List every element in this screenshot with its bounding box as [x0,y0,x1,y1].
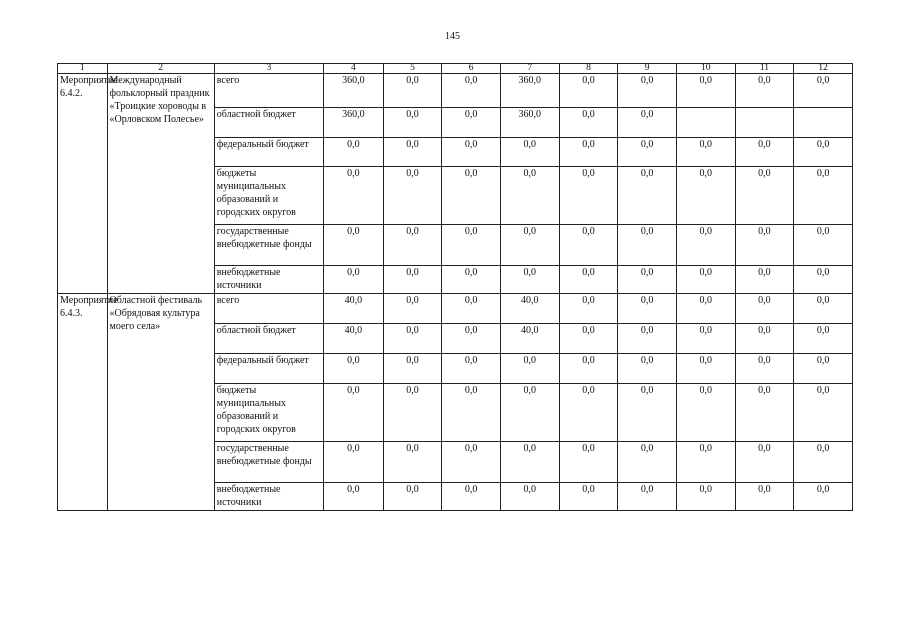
funding-source-cell: внебюджетные источники [214,483,323,511]
amount-cell: 0,0 [559,138,618,167]
amount-cell: 0,0 [383,108,442,138]
funding-source-cell: федеральный бюджет [214,138,323,167]
amount-cell: 0,0 [442,324,501,354]
amount-cell: 0,0 [735,483,794,511]
amount-cell: 0,0 [618,294,677,324]
amount-cell: 0,0 [618,266,677,294]
amount-cell: 0,0 [735,74,794,108]
funding-source-cell: областной бюджет [214,108,323,138]
amount-cell: 0,0 [442,483,501,511]
amount-cell: 40,0 [323,294,383,324]
amount-cell: 0,0 [735,167,794,225]
funding-source-cell: федеральный бюджет [214,354,323,384]
amount-cell: 360,0 [323,108,383,138]
amount-cell: 0,0 [383,225,442,266]
amount-cell: 0,0 [559,354,618,384]
amount-cell: 0,0 [794,294,853,324]
funding-source-cell: бюджеты муниципальных образований и городских округов [214,384,323,442]
amount-cell: 360,0 [500,74,559,108]
amount-cell: 0,0 [500,167,559,225]
funding-source-cell: всего [214,74,323,108]
funding-source-cell: государственные внебюджетные фонды [214,225,323,266]
amount-cell: 0,0 [676,74,735,108]
event-name-cell: Областной фестиваль «Обрядовая культура моего села» [107,294,214,511]
amount-cell: 0,0 [559,384,618,442]
amount-cell: 0,0 [794,74,853,108]
amount-cell: 40,0 [500,294,559,324]
amount-cell: 0,0 [323,354,383,384]
amount-cell: 0,0 [735,442,794,483]
amount-cell: 0,0 [559,266,618,294]
amount-cell: 0,0 [794,138,853,167]
amount-cell: 0,0 [618,442,677,483]
amount-cell: 0,0 [559,294,618,324]
amount-cell: 360,0 [323,74,383,108]
amount-cell: 0,0 [559,167,618,225]
amount-cell: 0,0 [676,324,735,354]
amount-cell: 40,0 [500,324,559,354]
amount-cell: 0,0 [442,225,501,266]
amount-cell: 0,0 [383,324,442,354]
amount-cell: 0,0 [794,354,853,384]
amount-cell: 0,0 [794,483,853,511]
amount-cell: 0,0 [618,108,677,138]
amount-cell: 0,0 [442,108,501,138]
amount-cell: 0,0 [383,384,442,442]
event-id-cell: Мероприятие 6.4.2. [58,74,108,294]
funding-source-cell: бюджеты муниципальных образований и городских округов [214,167,323,225]
header-cell: 1 [58,64,108,74]
amount-cell: 0,0 [559,74,618,108]
amount-cell: 0,0 [500,354,559,384]
amount-cell: 0,0 [735,384,794,442]
funding-source-cell: всего [214,294,323,324]
amount-cell: 0,0 [676,483,735,511]
amount-cell: 0,0 [442,354,501,384]
amount-cell: 0,0 [323,138,383,167]
event-name-cell: Международный фольклорный праздник «Троицкие хороводы в «Орловском Полесье» [107,74,214,294]
header-cell: 8 [559,64,618,74]
amount-cell: 0,0 [794,442,853,483]
header-cell: 5 [383,64,442,74]
amount-cell: 0,0 [442,442,501,483]
amount-cell: 0,0 [383,442,442,483]
amount-cell: 0,0 [676,354,735,384]
amount-cell: 0,0 [383,294,442,324]
amount-cell: 0,0 [618,74,677,108]
amount-cell: 0,0 [618,324,677,354]
amount-cell: 0,0 [735,266,794,294]
amount-cell: 0,0 [323,266,383,294]
amount-cell: 0,0 [383,138,442,167]
amount-cell [794,108,853,138]
amount-cell: 0,0 [500,483,559,511]
amount-cell: 0,0 [500,384,559,442]
amount-cell: 0,0 [676,266,735,294]
page-number: 145 [445,31,460,42]
amount-cell: 0,0 [559,483,618,511]
amount-cell: 0,0 [735,225,794,266]
amount-cell: 360,0 [500,108,559,138]
amount-cell: 0,0 [618,483,677,511]
header-cell: 4 [323,64,383,74]
amount-cell: 40,0 [323,324,383,354]
amount-cell: 0,0 [735,324,794,354]
amount-cell: 0,0 [323,225,383,266]
amount-cell: 0,0 [794,167,853,225]
amount-cell [735,108,794,138]
amount-cell: 0,0 [618,225,677,266]
amount-cell: 0,0 [442,138,501,167]
amount-cell: 0,0 [794,384,853,442]
header-cell: 10 [676,64,735,74]
budget-table [57,63,853,511]
header-cell: 3 [214,64,323,74]
amount-cell: 0,0 [676,138,735,167]
amount-cell: 0,0 [323,167,383,225]
amount-cell [676,108,735,138]
amount-cell: 0,0 [383,354,442,384]
amount-cell: 0,0 [794,324,853,354]
amount-cell: 0,0 [442,294,501,324]
amount-cell: 0,0 [794,266,853,294]
amount-cell: 0,0 [559,225,618,266]
amount-cell: 0,0 [735,294,794,324]
table-body [58,74,853,511]
amount-cell: 0,0 [442,167,501,225]
amount-cell: 0,0 [500,138,559,167]
amount-cell: 0,0 [559,324,618,354]
amount-cell: 0,0 [383,266,442,294]
header-cell: 7 [500,64,559,74]
amount-cell: 0,0 [323,384,383,442]
amount-cell: 0,0 [559,442,618,483]
header-cell: 11 [735,64,794,74]
amount-cell: 0,0 [442,384,501,442]
header-cell: 12 [794,64,853,74]
amount-cell: 0,0 [618,167,677,225]
amount-cell: 0,0 [383,167,442,225]
amount-cell: 0,0 [500,225,559,266]
header-cell: 9 [618,64,677,74]
amount-cell: 0,0 [676,225,735,266]
amount-cell: 0,0 [442,74,501,108]
amount-cell: 0,0 [383,483,442,511]
amount-cell: 0,0 [618,354,677,384]
amount-cell: 0,0 [735,354,794,384]
amount-cell: 0,0 [794,225,853,266]
amount-cell: 0,0 [676,442,735,483]
funding-source-cell: государственные внебюджетные фонды [214,442,323,483]
table-row [58,294,853,324]
amount-cell: 0,0 [323,483,383,511]
amount-cell: 0,0 [500,266,559,294]
amount-cell: 0,0 [559,108,618,138]
event-id-cell: Мероприятие 6.4.3. [58,294,108,511]
amount-cell: 0,0 [735,138,794,167]
amount-cell: 0,0 [442,266,501,294]
header-cell: 2 [107,64,214,74]
amount-cell: 0,0 [323,442,383,483]
funding-source-cell: областной бюджет [214,324,323,354]
header-row [58,64,853,74]
header-cell: 6 [442,64,501,74]
amount-cell: 0,0 [676,167,735,225]
amount-cell: 0,0 [383,74,442,108]
amount-cell: 0,0 [618,138,677,167]
amount-cell: 0,0 [676,384,735,442]
amount-cell: 0,0 [500,442,559,483]
amount-cell: 0,0 [676,294,735,324]
funding-source-cell: внебюджетные источники [214,266,323,294]
amount-cell: 0,0 [618,384,677,442]
table-row [58,74,853,108]
